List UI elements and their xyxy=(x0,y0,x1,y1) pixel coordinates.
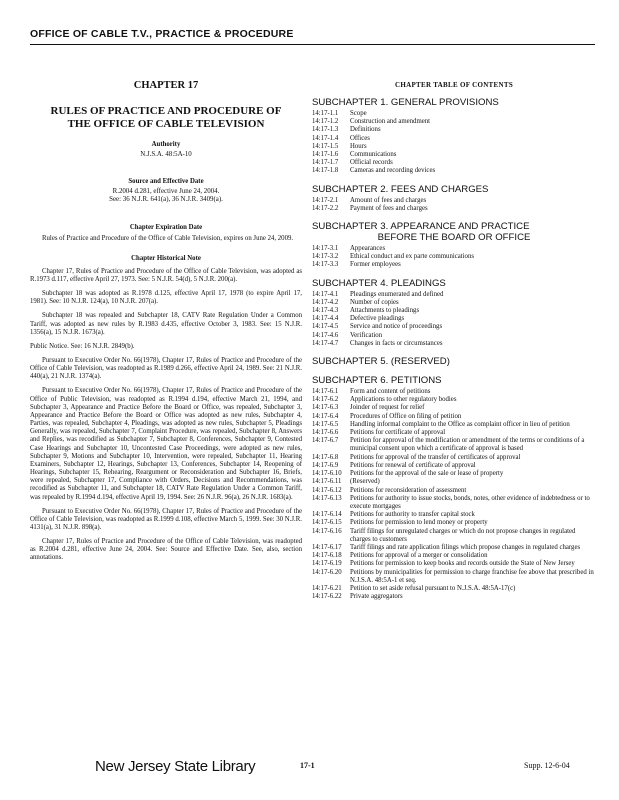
section-number: 14:17-1.8 xyxy=(312,167,339,175)
toc-entry xyxy=(312,528,596,544)
section-title: Handling informal complaint to the Office as complaint officer in lieu of petition xyxy=(350,420,570,428)
section-title: Petitions for certificate of approval xyxy=(350,429,446,437)
section-number: 14:17-4.5 xyxy=(312,323,339,331)
section-number: 14:17-4.7 xyxy=(312,339,339,347)
toc-entry xyxy=(312,332,596,340)
section-title: Joinder of request for relief xyxy=(350,404,425,412)
section-number: 14:17-6.11 xyxy=(312,478,342,486)
section-title: Cameras and recording devices xyxy=(350,167,436,175)
toc-entry xyxy=(312,429,596,437)
toc-entry xyxy=(312,118,596,126)
section-number: 14:17-6.21 xyxy=(312,584,342,592)
section-title: Procedures of Office on filing of petition xyxy=(350,412,462,420)
subchapter-heading-cont: BEFORE THE BOARD OR OFFICE xyxy=(377,232,531,244)
toc-entry xyxy=(312,437,596,453)
toc-entry xyxy=(312,159,596,167)
section-title: Tariff filings and rate application filings which propose changes in regulated charges xyxy=(350,543,581,551)
section-title: Petitions for permission to keep books and records outside the State of New Jersey xyxy=(350,560,575,568)
source-line-2: See: 36 N.J.R. 641(a), 36 N.J.R. 3409(a). xyxy=(109,196,223,204)
subchapter-heading: SUBCHAPTER 2. FEES AND CHARGES xyxy=(312,183,489,195)
section-number: 14:17-1.3 xyxy=(312,126,339,134)
section-title: Petitions for permission to lend money or property xyxy=(350,519,488,527)
toc-entry xyxy=(312,205,596,213)
section-title: Verification xyxy=(350,331,383,339)
section-title: Petitions for authority to issue stocks, bonds, notes, other evidence of indebtedness or to execute mortgages xyxy=(350,494,590,510)
toc-entry xyxy=(312,552,596,560)
supplement-date: Supp. 12-6-04 xyxy=(524,761,570,770)
toc-entry xyxy=(312,323,596,331)
expiration-text: Rules of Practice and Procedure of the Office of Cable Television, expires on June 24, 2009. xyxy=(42,234,294,242)
toc-entry xyxy=(312,569,596,585)
historical-paragraph: Pursuant to Executive Order No. 66(1978), Chapter 17, Rules of Practice and Procedure of the Office of Cable Television, was readopted as R.1999 d.108, effective March 5, 1999. See: 30 N.J.R. 4131(a), 31 N.J.R. 898(a). xyxy=(30,507,302,531)
section-number: 14:17-1.5 xyxy=(312,142,339,150)
section-number: 14:17-1.6 xyxy=(312,151,339,159)
toc-entry xyxy=(312,478,596,486)
table-of-contents xyxy=(312,97,596,601)
chapter-title-line-1: RULES OF PRACTICE AND PROCEDURE OF xyxy=(50,105,282,117)
section-number: 14:17-4.3 xyxy=(312,307,339,315)
section-number: 14:17-2.2 xyxy=(312,204,339,212)
section-title: Construction and amendment xyxy=(350,118,431,126)
section-number: 14:17-6.1 xyxy=(312,388,339,396)
toc-entry xyxy=(312,110,596,118)
historical-paragraph: Chapter 17, Rules of Practice and Procedure of the Office of Cable Television, was readopted as R.2004 d.281, effective June 24, 2004. See: Source and Effective Date. See, also, section annotations. xyxy=(30,538,302,562)
toc-entry xyxy=(312,487,596,495)
left-column xyxy=(30,58,302,569)
toc-entry xyxy=(312,495,596,511)
historical-heading: Chapter Historical Note xyxy=(131,254,201,262)
header-rule xyxy=(30,44,595,45)
section-number: 14:17-6.22 xyxy=(312,593,342,601)
toc-entry xyxy=(312,340,596,348)
toc-entry xyxy=(312,245,596,253)
section-title: (Reserved) xyxy=(350,478,380,486)
section-title: Applications to other regulatory bodies xyxy=(350,396,457,404)
section-title: Amount of fees and charges xyxy=(350,196,427,204)
section-number: 14:17-1.1 xyxy=(312,110,339,117)
subchapter-heading: SUBCHAPTER 1. GENERAL PROVISIONS xyxy=(312,97,499,108)
section-title: Defective pleadings xyxy=(350,315,405,323)
historical-paragraph: Subchapter 18 was adopted as R.1978 d.125, effective April 17, 1978 (to expire April 17, 1981). See: 10 N.J.R. 124(a), 10 N.J.R. 207(a). xyxy=(30,290,302,306)
section-title: Attachments to pleadings xyxy=(350,307,420,315)
section-title: Tariff filings for unregulated charges or which do not propose changes in regulated charges to customers xyxy=(350,527,576,543)
section-title: Scope xyxy=(350,110,367,117)
library-stamp: New Jersey State Library xyxy=(95,758,256,775)
section-title: Petitions for the approval of the sale or lease of property xyxy=(350,470,504,478)
section-number: 14:17-6.12 xyxy=(312,486,342,494)
section-number: 14:17-4.6 xyxy=(312,331,339,339)
section-number: 14:17-1.4 xyxy=(312,134,339,142)
section-number: 14:17-4.2 xyxy=(312,298,339,306)
section-number: 14:17-1.7 xyxy=(312,159,339,167)
authority-text: N.J.S.A. 48:5A-10 xyxy=(140,151,192,158)
section-number: 14:17-6.15 xyxy=(312,519,342,527)
toc-entry xyxy=(312,167,596,175)
section-number: 14:17-6.6 xyxy=(312,429,339,437)
section-title: Petitions for renewal of certificate of approval xyxy=(350,461,476,469)
toc-entry xyxy=(312,307,596,315)
section-title: Communications xyxy=(350,151,397,159)
toc-entry xyxy=(312,593,596,601)
section-number: 14:17-3.3 xyxy=(312,261,339,269)
authority-heading: Authority xyxy=(151,141,181,148)
toc-entry xyxy=(312,291,596,299)
section-title: Official records xyxy=(350,159,393,167)
section-title: Hours xyxy=(350,142,367,150)
section-title: Offices xyxy=(350,134,370,142)
toc-entry xyxy=(312,143,596,151)
section-number: 14:17-6.2 xyxy=(312,396,339,404)
subchapter-heading: SUBCHAPTER 5. (RESERVED) xyxy=(312,356,450,368)
section-number: 14:17-6.18 xyxy=(312,552,342,560)
section-title: Former employees xyxy=(350,261,401,269)
section-number: 14:17-6.14 xyxy=(312,511,342,519)
toc-entry xyxy=(312,454,596,462)
section-title: Petition for approval of the modification or amendment of the terms or conditions of a municipal consent upon which a certificate of approval is based xyxy=(350,437,585,453)
toc-title: CHAPTER TABLE OF CONTENTS xyxy=(394,81,514,89)
section-title: Ethical conduct and ex parte communications xyxy=(350,253,474,261)
section-title: Pleadings enumerated and defined xyxy=(350,290,444,298)
section-title: Private aggregators xyxy=(350,593,403,601)
section-number: 14:17-6.13 xyxy=(312,494,342,502)
toc-entry xyxy=(312,299,596,307)
source-heading: Source and Effective Date xyxy=(128,178,204,186)
section-number: 14:17-6.16 xyxy=(312,527,342,535)
expiration-heading: Chapter Expiration Date xyxy=(129,223,203,231)
section-title: Form and content of petitions xyxy=(350,388,431,396)
section-title: Petitions by municipalities for permission to charge franchise fee above that prescribed in N.J.S.A. 48:5A-1 et seq. xyxy=(350,568,594,584)
toc-entry xyxy=(312,135,596,143)
section-number: 14:17-6.9 xyxy=(312,461,339,469)
section-number: 14:17-6.7 xyxy=(312,437,339,445)
toc-entry xyxy=(312,315,596,323)
section-title: Petitions for approval of the transfer of certificates of approval xyxy=(350,453,521,461)
toc-entry xyxy=(312,253,596,261)
toc-entry xyxy=(312,413,596,421)
toc-entry xyxy=(312,560,596,568)
section-title: Petitions for authority to transfer capital stock xyxy=(350,511,475,519)
page-number: 17-1 xyxy=(300,761,315,770)
section-number: 14:17-2.1 xyxy=(312,196,339,204)
toc-entry xyxy=(312,388,596,396)
section-number: 14:17-6.17 xyxy=(312,543,342,551)
section-title: Service and notice of proceedings xyxy=(350,323,443,331)
section-number: 14:17-6.8 xyxy=(312,453,339,461)
subchapter-heading: SUBCHAPTER 3. APPEARANCE AND PRACTICE xyxy=(312,221,530,233)
historical-paragraph: Public Notice. See: 16 N.J.R. 2849(b). xyxy=(30,342,135,350)
historical-paragraph: Chapter 17, Rules of Practice and Procedure of the Office of Cable Television, was adopted as R.1973 d.117, effective April 27, 1973. See: 5 N.J.R. 54(d), 5 N.J.R. 200(a). xyxy=(30,267,302,283)
chapter-title-line-2: THE OFFICE OF CABLE TELEVISION xyxy=(67,118,265,130)
section-number: 14:17-6.19 xyxy=(312,560,342,568)
historical-paragraph: Pursuant to Executive Order No. 66(1978), Chapter 17, Rules of Practice and Procedure of the Office of Public Television, was readopted as R.1994 d.194, effective March 21, 1994, and Subchapter 3, Appearance and Practice Before the Board or Office, was repealed, Subchapter 3, Appearance and Practice Before the Board or Office was adopted as new rules, Subchapter 4, Parties, was repealed, Subchapter 4, Pleadings, was adopted as new rules, Subchapter 5, Pleadings Generally, was repealed, Subchapter 7, Complaint Procedure, was repealed, Subchapter 8, Answers and Replies, was recodified as Subchapter 7, Subchapter 8, Conferences, Subchapter 9, Contested Case Hearings and Subchapter 10, Uncontested Case Proceedings, were adopted as new rules, Subchapter 9, Motions and Subchapter 10, Intervention, were repealed, Subchapter 11, Hearing Examiners, Subchapter 12, Hearings, Subchapter 13, Conferences, Subchapter 14, Reopening of Hearings, Subchapter 15, Rehearing, Reargument or Reconsideration and Subchapter 16, Briefs, were repealed, Subchapter 17, Compliance with Orders, Decisions and Recommendations, was recodified as Subchapter 11, and Subchapter 18, CATV Rate Regulation Under a Common Tariff, was repealed by R.1994 d.194, effective April 19, 1994. See: 26 N.J.R. 96(a), 26 N.J.R. 1683(a). xyxy=(30,387,302,501)
toc-entry xyxy=(312,151,596,159)
toc-entry xyxy=(312,261,596,269)
toc-entry xyxy=(312,519,596,527)
section-title: Number of copies xyxy=(350,298,399,306)
historical-notes xyxy=(30,268,302,563)
toc-entry xyxy=(312,511,596,519)
toc-entry xyxy=(312,404,596,412)
section-number: 14:17-3.2 xyxy=(312,253,339,261)
toc-entry xyxy=(312,544,596,552)
section-number: 14:17-3.1 xyxy=(312,245,339,253)
section-title: Definitions xyxy=(350,126,381,134)
section-title: Petitions for approval of a merger or consolidation xyxy=(350,552,488,560)
section-number: 14:17-1.2 xyxy=(312,118,339,126)
section-number: 14:17-6.20 xyxy=(312,568,342,576)
section-title: Appearances xyxy=(350,245,386,253)
section-title: Changes in facts or circumstances xyxy=(350,339,443,347)
section-title: Petitions for reconsideration of assessment xyxy=(350,486,467,494)
section-number: 14:17-6.5 xyxy=(312,420,339,428)
chapter-title xyxy=(30,105,302,131)
section-number: 14:17-6.3 xyxy=(312,404,339,412)
toc-entry xyxy=(312,585,596,593)
toc-entry xyxy=(312,462,596,470)
subchapter-heading: SUBCHAPTER 4. PLEADINGS xyxy=(312,277,446,289)
toc-entry xyxy=(312,470,596,478)
running-head: OFFICE OF CABLE T.V., PRACTICE & PROCEDURE xyxy=(30,28,294,40)
subchapter-heading: SUBCHAPTER 6. PETITIONS xyxy=(312,375,442,387)
right-column xyxy=(312,58,596,601)
toc-entry xyxy=(312,126,596,134)
section-number: 14:17-4.1 xyxy=(312,290,339,298)
section-number: 14:17-6.4 xyxy=(312,412,339,420)
toc-entry xyxy=(312,197,596,205)
section-title: Petition to set aside refusal pursuant to N.J.S.A. 48:5A-17(c) xyxy=(350,584,516,592)
toc-entry xyxy=(312,421,596,429)
toc-entry xyxy=(312,396,596,404)
historical-paragraph: Pursuant to Executive Order No. 66(1978), Chapter 17, Rules of Practice and Procedure of the Office of Cable Television, was readopted as R.1989 d.266, effective April 24, 1989. See: 21 N.J.R. 440(a), 21 N.J.R. 1374(a). xyxy=(30,357,302,381)
source-line-1: R.2004 d.281, effective June 24, 2004. xyxy=(112,188,220,196)
section-number: 14:17-6.10 xyxy=(312,470,342,478)
section-title: Payment of fees and charges xyxy=(350,204,428,212)
historical-paragraph: Subchapter 18 was repealed and Subchapter 18, CATV Rate Regulation Under a Common Tariff, was adopted as new rules by R.1983 d.435, effective October 3, 1983. See: 15 N.J.R. 1356(a), 15 N.J.R. 1673(a). xyxy=(30,312,302,336)
section-number: 14:17-4.4 xyxy=(312,315,339,323)
chapter-number: CHAPTER 17 xyxy=(133,80,199,91)
